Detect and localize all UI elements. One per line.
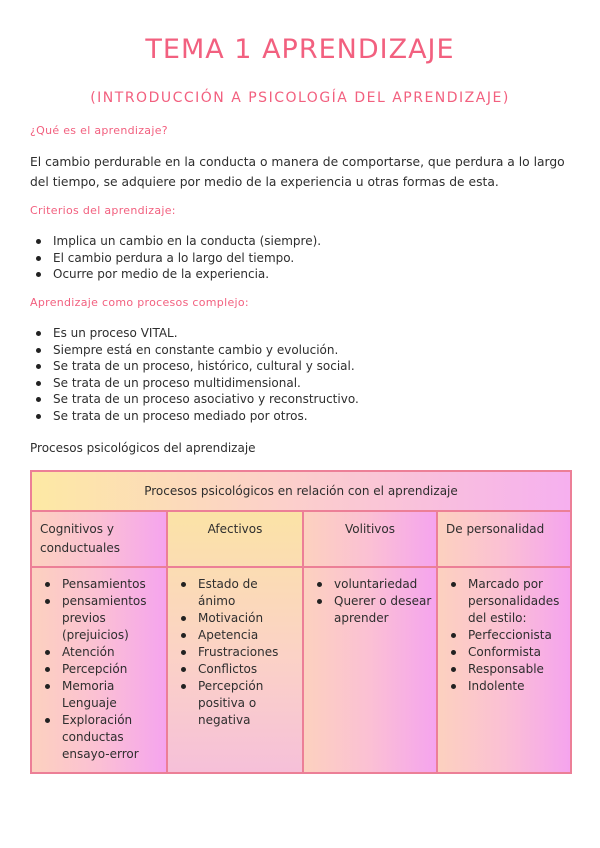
list-item: Frustraciones (176, 644, 298, 661)
table-header: Procesos psicológicos en relación con el aprendizaje (32, 472, 570, 512)
column-list (40, 576, 162, 763)
list-item: Marcado por personalidades del estilo: (446, 576, 566, 627)
page-title: TEMA 1 APRENDIZAJE (145, 34, 455, 65)
list-item: Se trata de un proceso mediado por otros. (30, 408, 359, 425)
table-column-personalidad (436, 512, 570, 772)
list-item: Se trata de un proceso multidimensional. (30, 375, 359, 392)
column-title: De personalidad (438, 512, 570, 568)
list-item: Siempre está en constante cambio y evolución. (30, 342, 359, 359)
column-title: Afectivos (168, 512, 302, 568)
list-item: Estado de ánimo (176, 576, 298, 610)
procesos-table (30, 470, 572, 774)
list-item: Implica un cambio en la conducta (siempre). (30, 233, 321, 250)
column-title: Volitivos (304, 512, 436, 568)
section-heading-procesos: Procesos psicológicos del aprendizaje (30, 441, 256, 455)
list-item: Atención (40, 644, 162, 661)
column-list (446, 576, 566, 695)
list-item: Memoria (40, 678, 162, 695)
list-item: pensamientos previos (prejuicios) (40, 593, 162, 644)
column-title: Cognitivos y conductuales (32, 512, 166, 568)
list-item: Motivación (176, 610, 298, 627)
list-item: Pensamientos (40, 576, 162, 593)
column-list (176, 576, 298, 729)
table-column-volitivos (302, 512, 436, 772)
list-item: Perfeccionista (446, 627, 566, 644)
criterios-list (30, 233, 321, 283)
list-item: Se trata de un proceso asociativo y reconstructivo. (30, 391, 359, 408)
proceso-complejo-list (30, 325, 359, 424)
column-list (312, 576, 432, 627)
table-column-cognitivos (32, 512, 166, 772)
section-heading-proceso-complejo: Aprendizaje como procesos complejo: (30, 296, 249, 309)
list-item: voluntariedad (312, 576, 432, 593)
list-item: Conflictos (176, 661, 298, 678)
list-item: Percepción (40, 661, 162, 678)
list-item: Indolente (446, 678, 566, 695)
list-item: Exploración conductas ensayo-error (40, 712, 162, 763)
list-item: Percepción positiva o negativa (176, 678, 298, 729)
page-subtitle: (INTRODUCCIÓN A PSICOLOGÍA DEL APRENDIZAJE) (90, 90, 510, 106)
list-item: Ocurre por medio de la experiencia. (30, 266, 321, 283)
section-heading-criterios: Criterios del aprendizaje: (30, 204, 176, 217)
list-item: Lenguaje (62, 696, 117, 710)
list-item: Responsable (446, 661, 566, 678)
section-heading-que-es: ¿Qué es el aprendizaje? (30, 124, 168, 137)
list-item: Es un proceso VITAL. (30, 325, 359, 342)
list-item: Querer o desear aprender (312, 593, 432, 627)
list-item: Se trata de un proceso, histórico, cultural y social. (30, 358, 359, 375)
definition-paragraph: El cambio perdurable en la conducta o manera de comportarse, que perdura a lo largo del tiempo, se adquiere por medio de la experiencia u otras formas de esta. (30, 155, 565, 189)
list-item: Apetencia (176, 627, 298, 644)
list-item: El cambio perdura a lo largo del tiempo. (30, 250, 321, 267)
list-item: Conformista (446, 644, 566, 661)
table-column-afectivos (166, 512, 302, 772)
